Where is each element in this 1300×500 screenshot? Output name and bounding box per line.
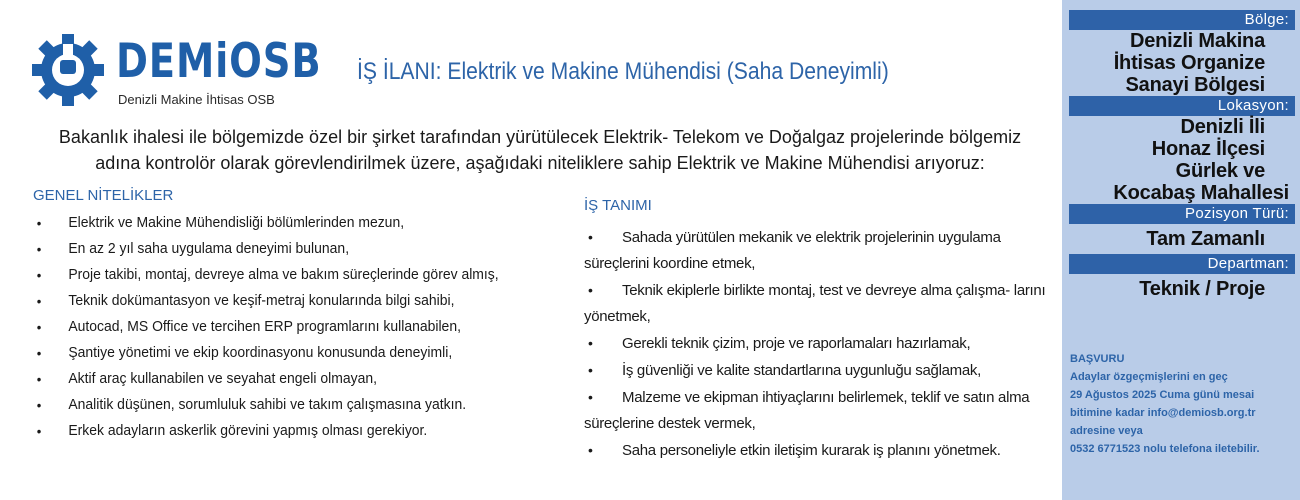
bullet-icon: • — [588, 389, 593, 405]
list-item: • Autocad, MS Office ve tercihen ERP programlarını kullanabilen, — [36, 318, 461, 335]
region-value: Denizli Makina İhtisas Organize Sanayi Bölgesi — [1113, 30, 1265, 96]
list-item: • Elektrik ve Makine Mühendisliği bölümlerinden mezun, — [36, 214, 405, 231]
application-line: adresine veya — [1070, 425, 1143, 437]
list-item: • Proje takibi, montaj, devreye alma ve bakım süreçlerinde görev almış, — [36, 266, 499, 283]
department-label: Departman: — [1069, 254, 1295, 274]
bullet-icon: • — [36, 319, 42, 335]
bullet-icon: • — [588, 442, 593, 458]
list-item: • Sahada yürütülen mekanik ve elektrik projelerinin uygulama süreçlerini koordine etmek, — [584, 224, 1054, 277]
info-sidebar — [1062, 0, 1300, 500]
intro-line: adına kontrolör olarak görevlendirilmek üzere, aşağıdaki niteliklere sahip Elektrik ve Makine Mühendisi arıyoruz: — [95, 153, 985, 173]
logo-subtitle: Denizli Makine İhtisas OSB — [118, 92, 275, 107]
list-item: • Erkek adayların askerlik görevini yapmış olması gerekiyor. — [36, 422, 428, 439]
intro-line: Bakanlık ihalesi ile bölgemizde özel bir şirket tarafından yürütülecek Elektrik- Telekom ve Doğalgaz projelerinde bölgemiz — [58, 127, 1022, 147]
bullet-icon: • — [588, 282, 593, 298]
application-line: Adaylar özgeçmişlerini en geç — [1070, 371, 1228, 383]
list-item: • Gerekli teknik çizim, proje ve raporlamaları hazırlamak, — [584, 330, 1054, 357]
job-description-list — [584, 224, 1054, 464]
logo — [28, 30, 322, 110]
list-item: • Malzeme ve ekipman ihtiyaçlarını belirlemek, teklif ve satın alma süreçlerine destek vermek, — [584, 384, 1054, 437]
bullet-icon: • — [36, 215, 42, 231]
list-item: • Aktif araç kullanabilen ve seyahat engeli olmayan, — [36, 370, 377, 387]
application-line: 0532 6771523 nolu telefona iletebilir. — [1070, 443, 1260, 455]
general-qualifications-heading: GENEL NİTELİKLER — [33, 187, 174, 204]
list-item: • Teknik dokümantasyon ve keşif-metraj konularında bilgi sahibi, — [36, 292, 455, 309]
bullet-icon: • — [36, 267, 42, 283]
page-title: İŞ İLANI: Elektrik ve Makine Mühendisi (Saha Deneyimli) — [357, 58, 889, 85]
list-item: • Şantiye yönetimi ve ekip koordinasyonu konusunda deneyimli, — [36, 344, 453, 361]
bullet-icon: • — [36, 397, 42, 413]
list-item: • Teknik ekiplerle birlikte montaj, test ve devreye alma çalışma- larını yönetmek, — [584, 277, 1054, 330]
general-qualifications-list — [33, 213, 534, 447]
bullet-icon: • — [36, 345, 42, 361]
list-item: • İş güvenliği ve kalite standartlarına uygunluğu sağlamak, — [584, 357, 1054, 384]
bullet-icon: • — [36, 293, 42, 309]
application-line: 29 Ağustos 2025 Cuma günü mesai — [1070, 389, 1255, 401]
gear-icon — [28, 30, 108, 110]
bullet-icon: • — [36, 371, 42, 387]
location-value: Denizli İli Honaz İlçesi Gürlek ve Kocabaş Mahallesi — [1113, 116, 1289, 204]
list-item: • Analitik düşünen, sorumluluk sahibi ve takım çalışmasına yatkın. — [36, 396, 467, 413]
bullet-icon: • — [588, 362, 593, 378]
position-type-value: Tam Zamanlı — [1146, 228, 1265, 250]
region-label: Bölge: — [1069, 10, 1295, 30]
job-description-heading: İŞ TANIMI — [584, 197, 652, 214]
logo-wordmark: DEMiOSB — [116, 34, 322, 89]
bullet-icon: • — [36, 241, 42, 257]
application-info — [1070, 350, 1296, 458]
intro-text — [20, 124, 1060, 176]
position-type-label: Pozisyon Türü: — [1069, 204, 1295, 224]
bullet-icon: • — [36, 423, 42, 439]
department-value: Teknik / Proje — [1139, 278, 1265, 300]
bullet-icon: • — [588, 335, 593, 351]
application-heading: BAŞVURU — [1070, 353, 1125, 365]
list-item: • En az 2 yıl saha uygulama deneyimi bulunan, — [36, 240, 350, 257]
list-item: • Saha personeliyle etkin iletişim kurarak iş planını yönetmek. — [584, 437, 1054, 464]
application-line: bitimine kadar info@demiosb.org.tr — [1070, 407, 1256, 419]
location-label: Lokasyon: — [1069, 96, 1295, 116]
bullet-icon: • — [588, 229, 593, 245]
